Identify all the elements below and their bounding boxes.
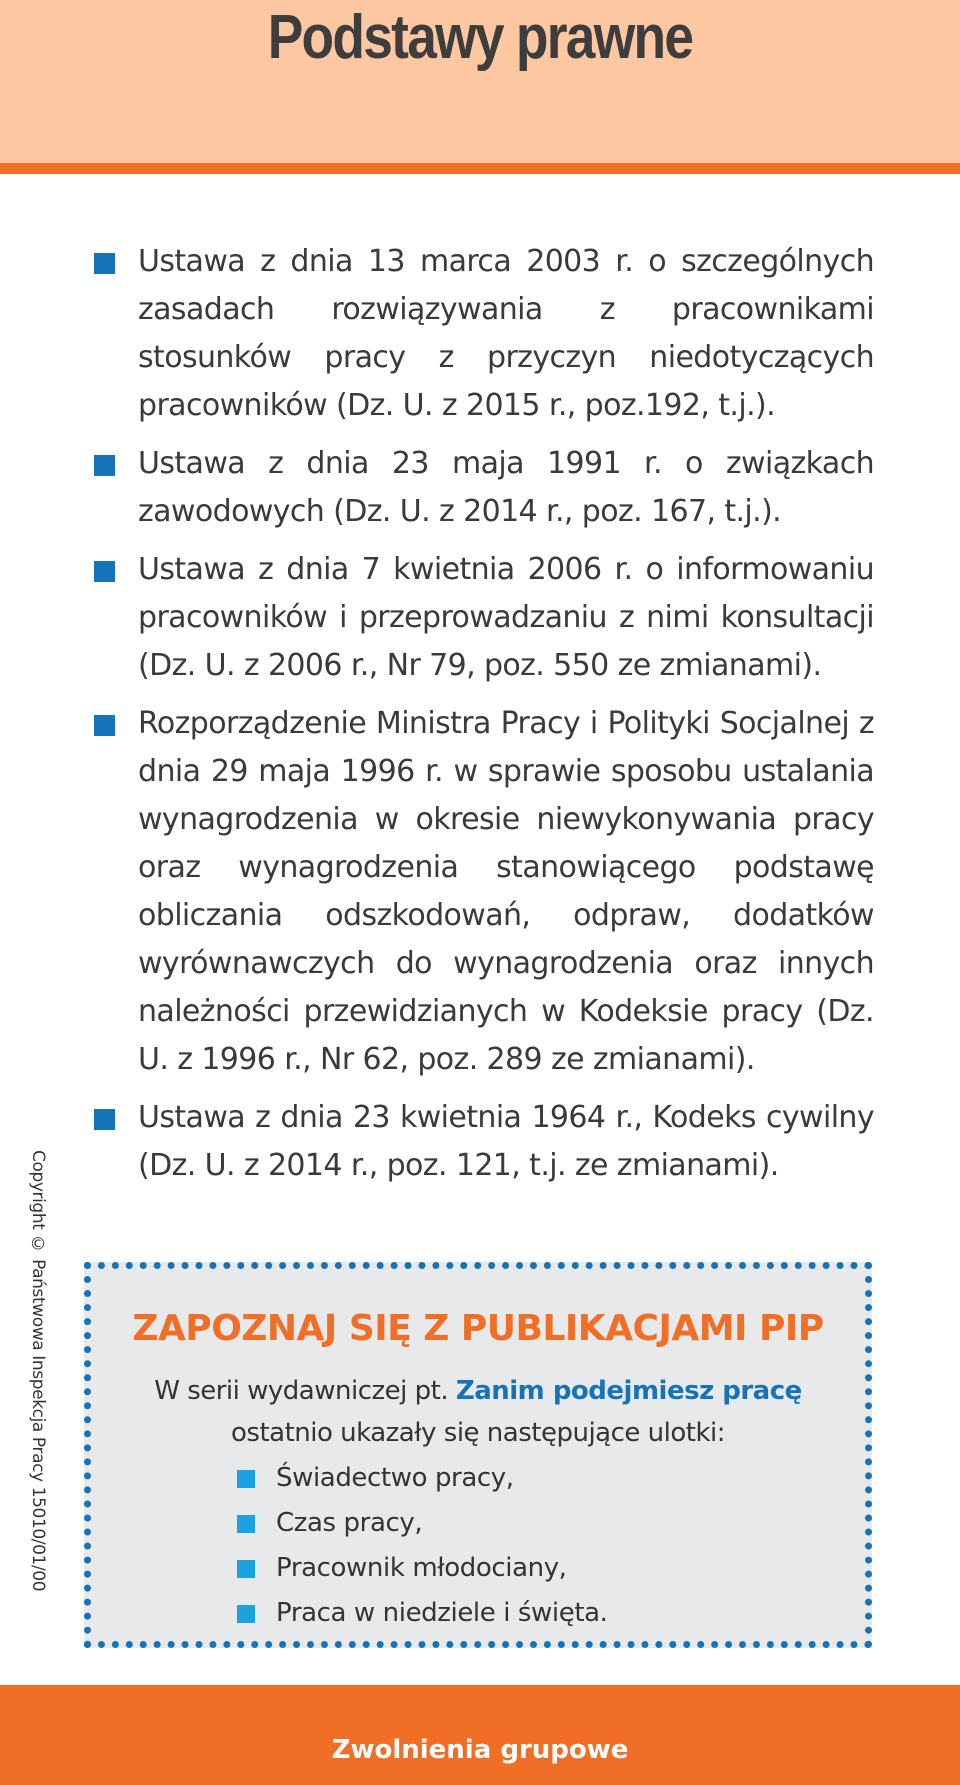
square-bullet-icon (237, 1605, 255, 1623)
promo-intro (91, 1370, 865, 1454)
publication-item (237, 1591, 608, 1636)
square-bullet-icon (237, 1470, 255, 1488)
square-bullet-icon (94, 1109, 115, 1130)
legal-basis-item (94, 700, 874, 1084)
legal-basis-list (94, 238, 874, 1200)
square-bullet-icon (94, 455, 115, 476)
publications-list (237, 1456, 608, 1636)
publication-title: Świadectwo pracy, (276, 1463, 514, 1493)
copyright-notice: Copyright © Państwowa Inspekcja Pracy 15010/01/00 (28, 1150, 48, 1592)
footer-title: Zwolnienia grupowe (331, 1735, 629, 1765)
publication-title: Czas pracy, (276, 1508, 423, 1538)
publication-title: Pracownik młodociany, (276, 1553, 567, 1583)
promo-intro-suffix: ostatnio ukazały się następujące ulotki: (231, 1418, 725, 1448)
legal-basis-item (94, 440, 874, 536)
series-name: Zanim podejmiesz pracę (455, 1376, 802, 1406)
publication-item (237, 1501, 608, 1546)
legal-basis-text: Ustawa z dnia 7 kwietnia 2006 r. o informowaniu pracowników i przeprowadzaniu z nimi konsultacji (Dz. U. z 2006 r., Nr 79, poz. 550 ze zmianami). (138, 552, 874, 683)
legal-basis-item (94, 546, 874, 690)
footer-band (0, 1685, 960, 1785)
square-bullet-icon (237, 1515, 255, 1533)
publication-item (237, 1546, 608, 1591)
legal-basis-text: Ustawa z dnia 13 marca 2003 r. o szczególnych zasadach rozwiązywania z pracownikami stosunków pracy z przyczyn niedotyczących pracowników (Dz. U. z 2015 r., poz.192, t.j.). (138, 244, 874, 423)
square-bullet-icon (94, 715, 115, 736)
promo-intro-prefix: W serii wydawniczej pt. (154, 1376, 449, 1406)
legal-basis-text: Ustawa z dnia 23 maja 1991 r. o związkach zawodowych (Dz. U. z 2014 r., poz. 167, t.j.). (138, 446, 874, 529)
page-title: Podstawy prawne (267, 3, 693, 72)
legal-basis-text: Rozporządzenie Ministra Pracy i Polityki Socjalnej z dnia 29 maja 1996 r. w sprawie sposobu ustalania wynagrodzenia w okresie niewykonywania pracy oraz wynagrodzenia stanowiącego podstawę obliczania odszkodowań, odpraw, dodatków wyrównawczych do wynagrodzenia oraz innych należności przewidzianych w Kodeksie pracy (Dz. U. z 1996 r., Nr 62, poz. 289 ze zmianami). (138, 706, 874, 1077)
legal-basis-item (94, 238, 874, 430)
square-bullet-icon (94, 561, 115, 582)
publication-item (237, 1456, 608, 1501)
publications-promo-box (84, 1262, 872, 1648)
square-bullet-icon (94, 253, 115, 274)
legal-basis-text: Ustawa z dnia 23 kwietnia 1964 r., Kodeks cywilny (Dz. U. z 2014 r., poz. 121, t.j. ze zmianami). (138, 1100, 874, 1183)
legal-basis-item (94, 1094, 874, 1190)
publication-title: Praca w niedziele i święta. (276, 1598, 608, 1628)
header-band (0, 0, 960, 174)
promo-heading: ZAPOZNAJ SIĘ Z PUBLIKACJAMI PIP (132, 1308, 824, 1349)
square-bullet-icon (237, 1560, 255, 1578)
